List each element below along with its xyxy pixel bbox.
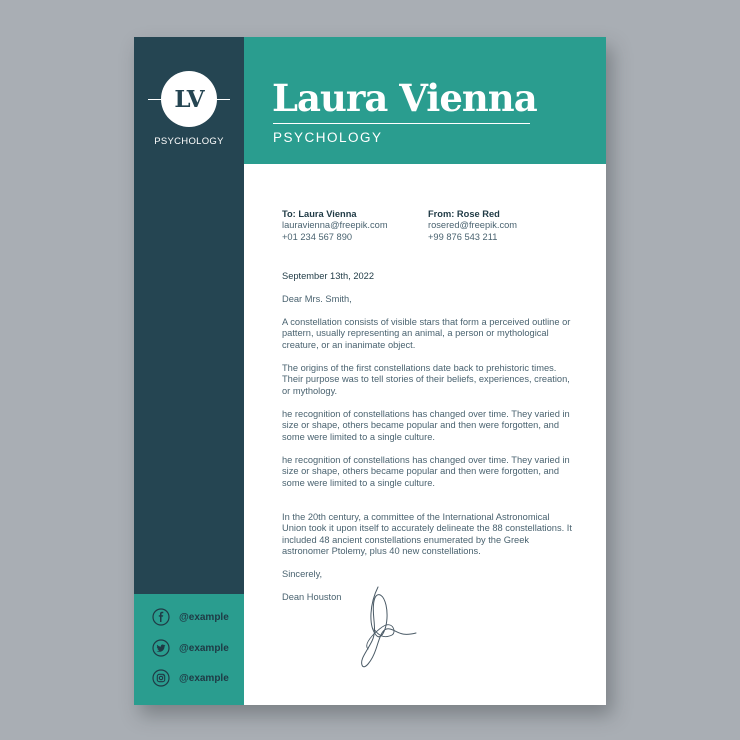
facebook-icon [152,608,170,626]
logo-divider-left [148,99,161,100]
recipient-email: lauravienna@freepik.com [282,220,388,231]
letter-paragraph: he recognition of constellations has changed over time. They varied in size or shape, others became popular and then were forgotten, and some were limited to a single culture. [282,455,570,488]
logo-initials: LV [174,85,204,113]
sender-name: From: Rose Red [428,209,500,219]
sender-phone: +99 876 543 211 [428,231,498,242]
name-underline [273,123,530,124]
sender-block [428,209,568,243]
letter-salutation: Dear Mrs. Smith, [282,294,352,304]
letter-date: September 13th, 2022 [282,271,375,281]
letter-paragraph: A constellation consists of visible stars that form a perceived outline or pattern, usually representing an animal, a person or mythological creature, or an inanimate object. [282,317,571,350]
social-item-facebook[interactable] [152,608,229,626]
letter-paragraph: he recognition of constellations has changed over time. They varied in size or shape, others became popular and then were forgotten, and some were limited to a single culture. [282,409,570,442]
sender-email: rosered@freepik.com [428,220,518,231]
twitter-icon [152,639,170,657]
instagram-handle: @example [179,672,229,684]
logo-tagline: PSYCHOLOGY [154,136,224,147]
logo-divider-right [217,99,230,100]
letter-closing: Sincerely, [282,569,323,579]
social-item-twitter[interactable] [152,639,229,657]
owner-name: Laura Vienna [272,76,537,120]
twitter-handle: @example [179,642,229,654]
facebook-handle: @example [179,611,229,623]
social-panel [134,594,244,705]
signer-name: Dean Houston [282,592,342,602]
letter-paragraph: The origins of the first constellations date back to prehistoric times. Their purpose was to tell stories of their beliefs, experiences, creation, or mythology. [282,363,570,396]
recipient-name: To: Laura Vienna [282,209,357,219]
instagram-icon [152,669,170,687]
owner-profession: PSYCHOLOGY [273,130,383,145]
logo-badge [161,71,217,127]
header-banner [244,37,606,164]
letter-paragraph: In the 20th century, a committee of the International Astronomical Union took it upon itself to accurately delineate the 88 constellations. It included 48 ancient constellations enumerated by the Greek astronomer Ptolemy, plus 40 new constellations. [282,512,572,557]
letterhead-page [134,37,606,705]
recipient-phone: +01 234 567 890 [282,231,353,242]
recipient-block [282,209,422,243]
signature-scribble [356,583,426,675]
sidebar [134,37,244,594]
social-item-instagram[interactable] [152,669,229,687]
